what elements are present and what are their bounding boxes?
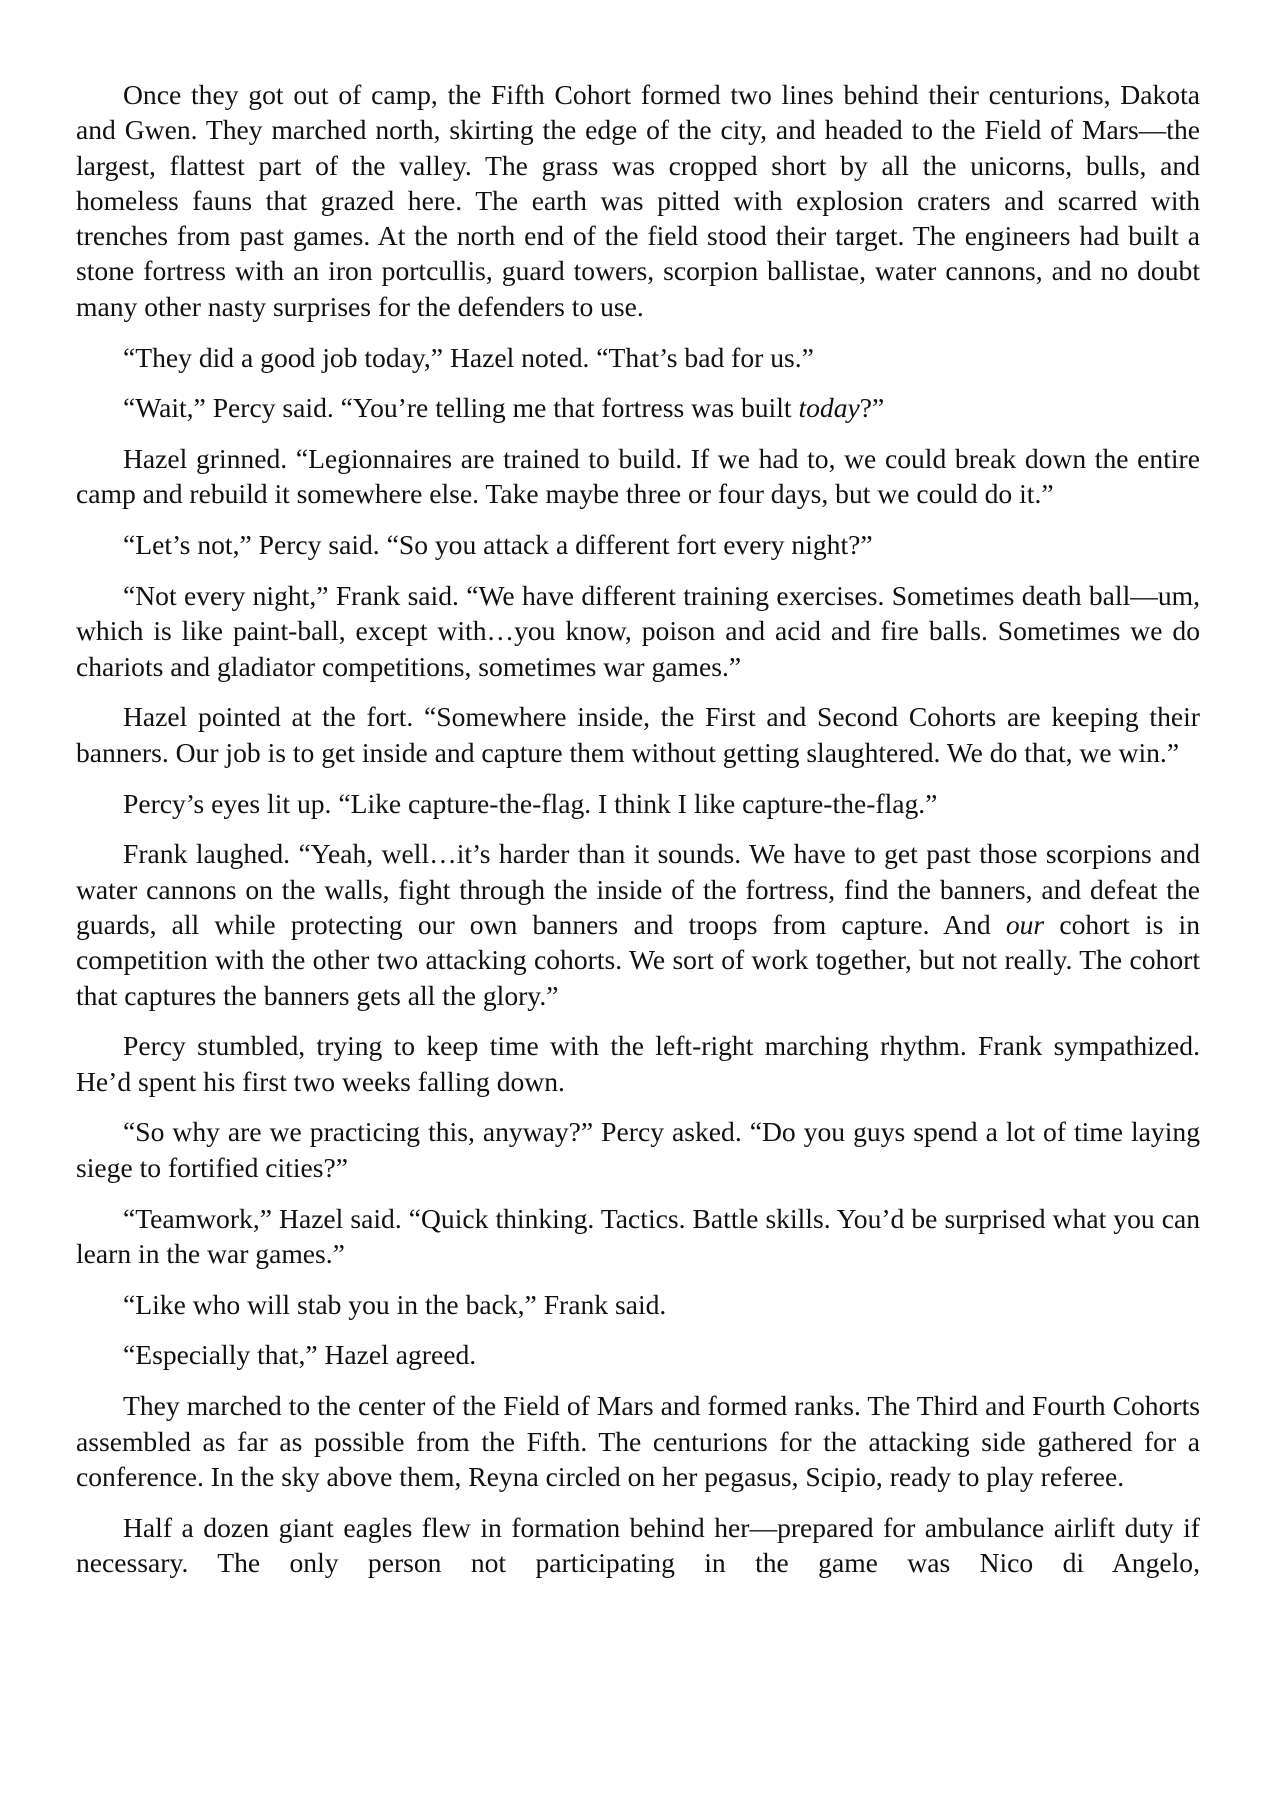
emphasis-text: today [798,392,860,424]
paragraph-10 [76,1028,1200,1099]
paragraph-text: Once they got out of camp, the Fifth Cohort formed two lines behind their centurions, Dakota and Gwen. They marched north, skirting the edge of the city, and headed to the Field of Mars—the largest, flattest part of the valley. The grass was cropped short by all the unicorns, bulls, and homeless fauns that grazed here. The earth was pitted with explosion craters and scarred with trenches from past games. At the north end of the field stood their target. The engineers had built a stone fortress with an iron portcullis, guard towers, scorpion ballistae, water cannons, and no doubt many other nasty surprises for the defenders to use. [76,79,1200,322]
paragraph-text: “Like who will stab you in the back,” Frank said. [123,1288,667,1320]
book-page [76,77,1200,1596]
paragraph-6 [76,578,1200,684]
paragraph-9 [76,836,1200,1012]
paragraph-text: cohort is in competition with the other two attacking cohorts. We sort of work together, but not really. The cohort that captures the banners gets all the glory.” [76,908,1200,1011]
paragraph-13 [76,1287,1200,1322]
paragraph-text: Half a dozen giant eagles flew in formation behind her—prepared for ambulance airlift duty if necessary. The only person not participating in the game was Nico di Angelo, [76,1511,1200,1578]
paragraph-14 [76,1337,1200,1372]
emphasis-text: our [1005,908,1045,940]
paragraph-1 [76,77,1200,324]
paragraph-7 [76,699,1200,770]
paragraph-5 [76,527,1200,562]
paragraph-text: “Especially that,” Hazel agreed. [123,1339,477,1371]
paragraph-text: They marched to the center of the Field of Mars and formed ranks. The Third and Fourth Cohorts assembled as far as possible from the Fifth. The centurions for the attacking side gathered for a conference. In the sky above them, Reyna circled on her pegasus, Scipio, ready to play referee. [76,1390,1200,1492]
paragraph-4 [76,441,1200,512]
paragraph-text: “They did a good job today,” Hazel noted. “That’s bad for us.” [123,341,814,373]
paragraph-text: Percy’s eyes lit up. “Like capture-the-flag. I think I like capture-the-flag.” [123,787,938,819]
paragraph-2 [76,340,1200,375]
paragraph-text: Hazel grinned. “Legionnaires are trained to build. If we had to, we could break down the entire camp and rebuild it somewhere else. Take maybe three or four days, but we could do it.” [76,443,1200,510]
paragraph-text: Percy stumbled, trying to keep time with the left-right marching rhythm. Frank sympathized. He’d spent his first two weeks falling down. [76,1030,1200,1097]
paragraph-3 [76,390,1200,425]
paragraph-15 [76,1388,1200,1494]
paragraph-text: Hazel pointed at the fort. “Somewhere inside, the First and Second Cohorts are keeping their banners. Our job is to get inside and capture them without getting slaughtered. We do that, we win.” [76,701,1200,768]
paragraph-text: “Let’s not,” Percy said. “So you attack a different fort every night?” [123,529,873,561]
paragraph-16 [76,1510,1200,1581]
paragraph-text: “Teamwork,” Hazel said. “Quick thinking. Tactics. Battle skills. You’d be surprised what you can learn in the war games.” [76,1202,1200,1269]
paragraph-text: “Wait,” Percy said. “You’re telling me that fortress was built [123,392,799,424]
paragraph-8 [76,786,1200,821]
paragraph-text: “Not every night,” Frank said. “We have different training exercises. Sometimes death ball—um, which is like paint-ball, except with…you know, poison and acid and fire balls. Sometimes we do chariots and gladiator competitions, sometimes war games.” [76,580,1200,682]
paragraph-12 [76,1201,1200,1272]
paragraph-text: “So why are we practicing this, anyway?” Percy asked. “Do you guys spend a lot of time laying siege to fortified cities?” [76,1116,1200,1183]
paragraph-text: Frank laughed. “Yeah, well…it’s harder than it sounds. We have to get past those scorpions and water cannons on the walls, fight through the inside of the fortress, find the banners, and defeat the guards, all while protecting our own banners and troops from capture. And [76,838,1200,940]
paragraph-text: ?” [859,392,885,424]
paragraph-11 [76,1114,1200,1185]
